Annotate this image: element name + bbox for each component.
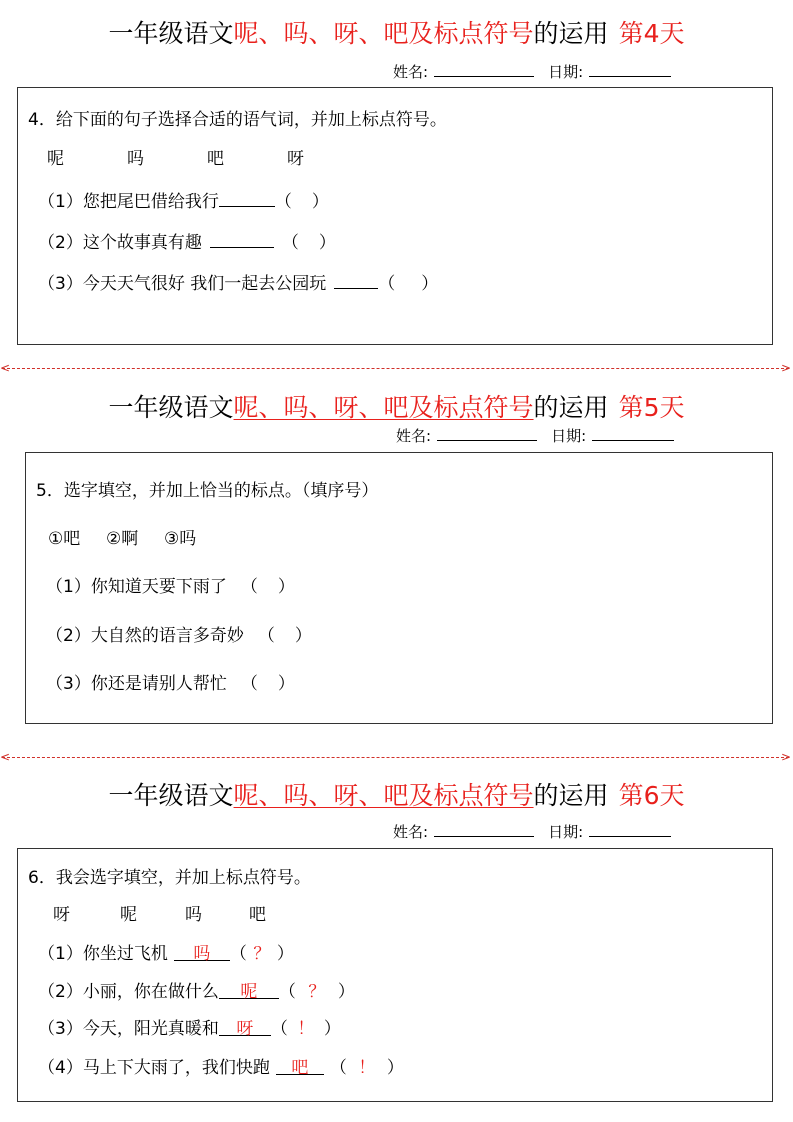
paren-close: ） [277,577,295,597]
list-item [46,672,295,696]
answer-word[interactable]: 呀 [219,1017,271,1036]
paren-open: （ [257,626,275,646]
item-number: （1） [38,944,83,964]
name-label: 姓名: [393,63,429,81]
list-item [38,942,294,966]
arrow-right-icon: > [780,750,791,764]
paren-close: ） [311,192,329,212]
arrow-left-icon: < [0,750,11,764]
options-row-day6 [53,903,266,927]
answer-punct[interactable]: ！ [358,1058,376,1078]
worksheet-title-day5 [0,392,793,424]
answer-word[interactable]: 吗 [174,942,230,961]
paren-open: （ [270,1019,288,1039]
option-word: ③吗 [164,529,197,549]
list-item [38,1056,404,1080]
title-suffix: 的运用 [533,781,609,810]
paren-close: ） [337,982,355,1002]
item-text: 小丽，你在做什么 [82,982,219,1002]
paren-open: （ [240,674,258,694]
item-number: （1） [38,192,83,212]
paren-close: ） [323,1019,341,1039]
date-label: 日期: [551,427,587,445]
worksheet-title-day4 [0,18,793,50]
paren-close: ） [276,944,294,964]
title-suffix: 的运用 [533,393,609,422]
arrow-right-icon: > [780,361,791,375]
cut-line-separator [0,750,791,764]
answer-punct[interactable]: ！ [297,1019,315,1039]
title-topic: 呢、吗、呀、吧及标点符号 [233,781,534,810]
item-number: （3） [38,1019,83,1039]
title-prefix: 一年级语文 [108,781,234,810]
item-number: （3） [38,274,83,294]
answer-word[interactable]: 吧 [276,1056,324,1075]
title-topic: 呢、吗、呀、吧及标点符号 [233,19,534,48]
option-word: ①吧 [48,529,81,549]
option-word: 呀 [53,905,70,925]
item-text: 你还是请别人帮忙 [90,674,227,694]
option-word: 呢 [120,905,137,925]
paren-close: ） [421,274,439,294]
paren-close: ） [294,626,312,646]
name-date-row [393,62,671,82]
item-text: 这个故事真有趣 [82,233,202,253]
question-6-text: 6．我会选字填空，并加上标点符号。 [28,868,311,888]
list-item [38,980,355,1004]
title-topic: 呢、吗、呀、吧及标点符号 [233,393,534,422]
item-text: 今天，阳光真暖和 [82,1019,219,1039]
title-prefix: 一年级语文 [108,19,234,48]
question-4-text: 4．给下面的句子选择合适的语气词，并加上标点符号。 [28,110,447,130]
option-word: 吧 [207,149,224,169]
list-item [38,270,438,296]
cut-line-separator [0,361,791,375]
option-word: 吧 [249,905,266,925]
date-field[interactable] [589,822,671,837]
options-row-day5 [48,527,196,551]
item-number: （1） [46,577,91,597]
name-date-row [393,822,671,842]
answer-punct[interactable]: ？ [308,982,326,1002]
item-number: （4） [38,1058,83,1078]
item-text: 大自然的语言多奇妙 [90,626,244,646]
paren-open: （ [274,192,292,212]
paren-open: （ [281,233,299,253]
title-suffix: 的运用 [533,19,609,48]
date-label: 日期: [548,63,584,81]
list-item [46,624,312,648]
paren-open: （ [240,577,258,597]
paren-open: （ [378,274,396,294]
question-5-text: 5．选字填空，并加上恰当的标点。（填序号） [36,481,379,501]
item-text: 今天天气很好 我们一起去公园玩 [82,274,327,294]
options-row-day4 [47,147,304,171]
option-word: 呢 [47,149,64,169]
answer-blank[interactable] [210,229,274,248]
list-item [46,575,295,599]
item-text: 马上下大雨了，我们快跑 [82,1058,270,1078]
name-field[interactable] [437,426,537,441]
paren-open: （ [329,1058,347,1078]
list-item [38,229,336,255]
paren-close: ） [386,1058,404,1078]
item-number: （3） [46,674,91,694]
paren-open: （ [278,982,296,1002]
answer-word[interactable]: 呢 [219,980,279,999]
name-label: 姓名: [396,427,432,445]
item-number: （2） [46,626,91,646]
option-word: ②啊 [106,529,139,549]
item-number: （2） [38,233,83,253]
option-word: 吗 [127,149,144,169]
name-field[interactable] [434,822,534,837]
item-number: （2） [38,982,83,1002]
date-field[interactable] [589,62,671,77]
title-day: 第6天 [618,781,685,810]
title-prefix: 一年级语文 [108,393,234,422]
option-word: 吗 [185,905,202,925]
title-day: 第4天 [618,19,685,48]
item-text: 您把尾巴借给我行 [82,192,219,212]
name-field[interactable] [434,62,534,77]
name-label: 姓名: [393,823,429,841]
title-day: 第5天 [618,393,685,422]
date-label: 日期: [548,823,584,841]
arrow-left-icon: < [0,361,11,375]
paren-close: ） [277,674,295,694]
name-date-row [396,426,674,446]
list-item [38,1017,341,1041]
answer-punct[interactable]: ？ [253,944,271,964]
option-word: 呀 [287,149,304,169]
answer-blank[interactable] [334,270,378,289]
answer-blank[interactable] [219,188,275,207]
item-text: 你知道天要下雨了 [90,577,227,597]
paren-open: （ [229,944,247,964]
date-field[interactable] [592,426,674,441]
item-text: 你坐过飞机 [82,944,168,964]
paren-close: ） [318,233,336,253]
list-item [38,188,329,214]
worksheet-title-day6 [0,780,793,812]
